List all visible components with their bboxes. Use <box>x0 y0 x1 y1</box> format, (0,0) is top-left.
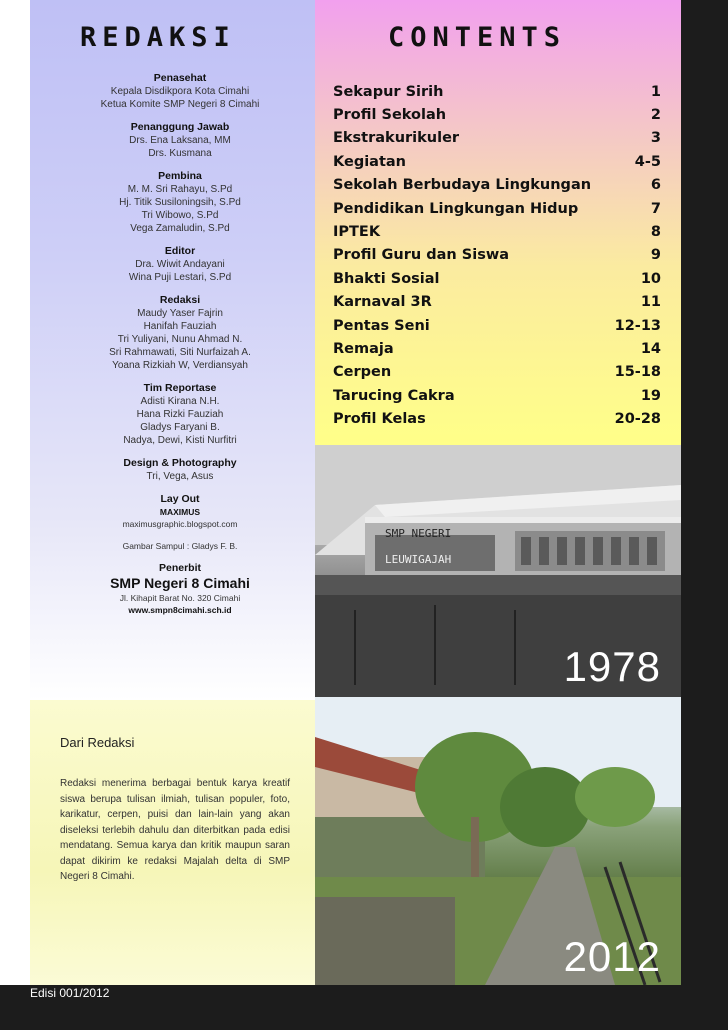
toc-entry[interactable] <box>333 150 663 173</box>
credit-name: Tri Yuliyani, Nunu Ahmad N. <box>117 334 243 345</box>
toc-entry[interactable] <box>333 127 663 150</box>
credit-name: Hana Rizki Fauziah <box>136 409 224 420</box>
credit-name: Ketua Komite SMP Negeri 8 Cimahi <box>100 99 260 110</box>
publisher-name: SMP Negeri 8 Cimahi <box>110 575 250 591</box>
toc-title: Profil Sekolah <box>333 107 447 124</box>
edition-label: Edisi 001/2012 <box>30 986 110 1000</box>
toc-page: 10 <box>640 270 661 287</box>
masthead-credits <box>80 72 280 616</box>
credit-name: Wina Puji Lestari, S.Pd <box>128 272 232 283</box>
toc-page: 3 <box>650 130 661 147</box>
toc-title: Pendidikan Lingkungan Hidup <box>333 200 579 217</box>
credit-role: Penanggung Jawab <box>130 121 230 133</box>
toc-title: Sekolah Berbudaya Lingkungan <box>333 177 592 194</box>
publisher-address: Jl. Kihapit Barat No. 320 Cimahi <box>119 593 241 603</box>
toc-page: 6 <box>650 177 661 194</box>
toc-title: Remaja <box>333 340 394 357</box>
footer-bar <box>30 985 681 1030</box>
credit-name: Yoana Rizkiah W, Verdiansyah <box>112 360 248 371</box>
credit-role: Penasehat <box>153 72 207 84</box>
credit-name: Vega Zamaludin, S.Pd <box>130 223 230 234</box>
old-sign-line2: LEUWIGAJAH <box>385 553 452 566</box>
credit-name: Nadya, Dewi, Kisti Nurfitri <box>123 435 237 446</box>
toc-entry[interactable] <box>333 244 663 267</box>
credit-role: Lay Out <box>160 493 200 505</box>
school-photo-2012 <box>315 697 681 985</box>
dari-redaksi-body: Redaksi menerima berbagai bentuk karya kreatif siswa berupa tulisan ilmiah, tulisan populer, foto, karikatur, cerpen, puisi dan lain-lain yang akan diseleksi terlebih dahulu dan diterbitkan pada edisi mendatang. Semua karya dan kritik maupun saran dapat dikirim ke redaksi Majalah delta di SMP Negeri 8 Cimahi. <box>60 778 290 882</box>
publisher-url: www.smpn8cimahi.sch.id <box>128 605 232 615</box>
toc-entry[interactable] <box>333 197 663 220</box>
toc-title: Ekstrakurikuler <box>333 130 460 147</box>
toc-title: IPTEK <box>333 224 381 241</box>
credit-name: Gladys Faryani B. <box>140 422 220 433</box>
credit-name: Drs. Kusmana <box>148 148 212 159</box>
old-sign-line1: SMP NEGERI <box>385 527 452 540</box>
credit-role: Redaksi <box>159 294 201 306</box>
toc-title: Pentas Seni <box>333 317 430 334</box>
credit-name: Dra. Wiwit Andayani <box>135 259 225 270</box>
toc-page: 20-28 <box>614 411 661 428</box>
layout-name: MAXIMUS <box>159 507 201 517</box>
toc-page: 1 <box>650 83 661 100</box>
toc-entry[interactable] <box>333 220 663 243</box>
year-label-1978: 1978 <box>563 643 661 690</box>
toc-title: Sekapur Sirih <box>333 83 444 100</box>
year-label-2012: 2012 <box>563 933 661 980</box>
toc-page: 11 <box>640 294 661 311</box>
credit-name: Sri Rahmawati, Siti Nurfaizah A. <box>109 347 251 358</box>
toc-title: Profil Kelas <box>333 411 426 428</box>
credit-name: Tri Wibowo, S.Pd <box>141 210 219 221</box>
toc-page: 19 <box>640 387 661 404</box>
toc-title: Tarucing Cakra <box>333 387 455 404</box>
toc-title: Karnaval 3R <box>333 294 432 311</box>
school-photo-1978 <box>315 445 681 697</box>
credit-name: Hj. Titik Susiloningsih, S.Pd <box>119 197 241 208</box>
toc-entry[interactable] <box>333 337 663 360</box>
toc-entry[interactable] <box>333 384 663 407</box>
credit-name: M. M. Sri Rahayu, S.Pd <box>127 184 233 195</box>
credit-name: Kepala Disdikpora Kota Cimahi <box>110 86 250 97</box>
toc-page: 15-18 <box>614 364 661 381</box>
credit-role: Editor <box>164 245 196 257</box>
credit-name: Drs. Ena Laksana, MM <box>129 135 231 146</box>
toc-entry[interactable] <box>333 103 663 126</box>
toc-title: Bhakti Sosial <box>333 270 440 287</box>
credit-name: Maudy Yaser Fajrin <box>137 308 223 319</box>
toc-title: Cerpen <box>333 364 392 381</box>
toc-entry[interactable] <box>333 314 663 337</box>
right-edge-bar <box>681 0 728 1030</box>
footer-strip <box>0 985 30 1030</box>
toc-entry[interactable] <box>333 407 663 430</box>
table-of-contents <box>333 80 663 431</box>
redaksi-heading: REDAKSI <box>80 22 236 53</box>
cover-credit: Gambar Sampul : Gladys F. B. <box>122 541 238 551</box>
credit-name: Tri, Vega, Asus <box>146 471 214 482</box>
dari-redaksi-title: Dari Redaksi <box>60 735 135 750</box>
toc-entry[interactable] <box>333 361 663 384</box>
toc-page: 9 <box>650 247 661 264</box>
toc-page: 12-13 <box>614 317 661 334</box>
toc-title: Profil Guru dan Siswa <box>333 247 510 264</box>
credit-role: Tim Reportase <box>143 382 217 394</box>
toc-page: 14 <box>640 340 661 357</box>
toc-entry[interactable] <box>333 80 663 103</box>
toc-entry[interactable] <box>333 267 663 290</box>
toc-page: 8 <box>650 224 661 241</box>
layout-url: maximusgraphic.blogspot.com <box>122 519 238 529</box>
toc-entry[interactable] <box>333 174 663 197</box>
credit-role: Pembina <box>158 170 202 182</box>
credit-name: Hanifah Fauziah <box>143 321 217 332</box>
toc-page: 7 <box>650 200 661 217</box>
toc-title: Kegiatan <box>333 153 406 170</box>
contents-heading: CONTENTS <box>388 22 567 53</box>
toc-page: 2 <box>650 107 661 124</box>
toc-entry[interactable] <box>333 291 663 314</box>
credit-role: Penerbit <box>158 562 201 574</box>
credit-name: Adisti Kirana N.H. <box>140 396 220 407</box>
toc-page: 4-5 <box>634 153 661 170</box>
credit-role: Design & Photography <box>123 457 237 469</box>
